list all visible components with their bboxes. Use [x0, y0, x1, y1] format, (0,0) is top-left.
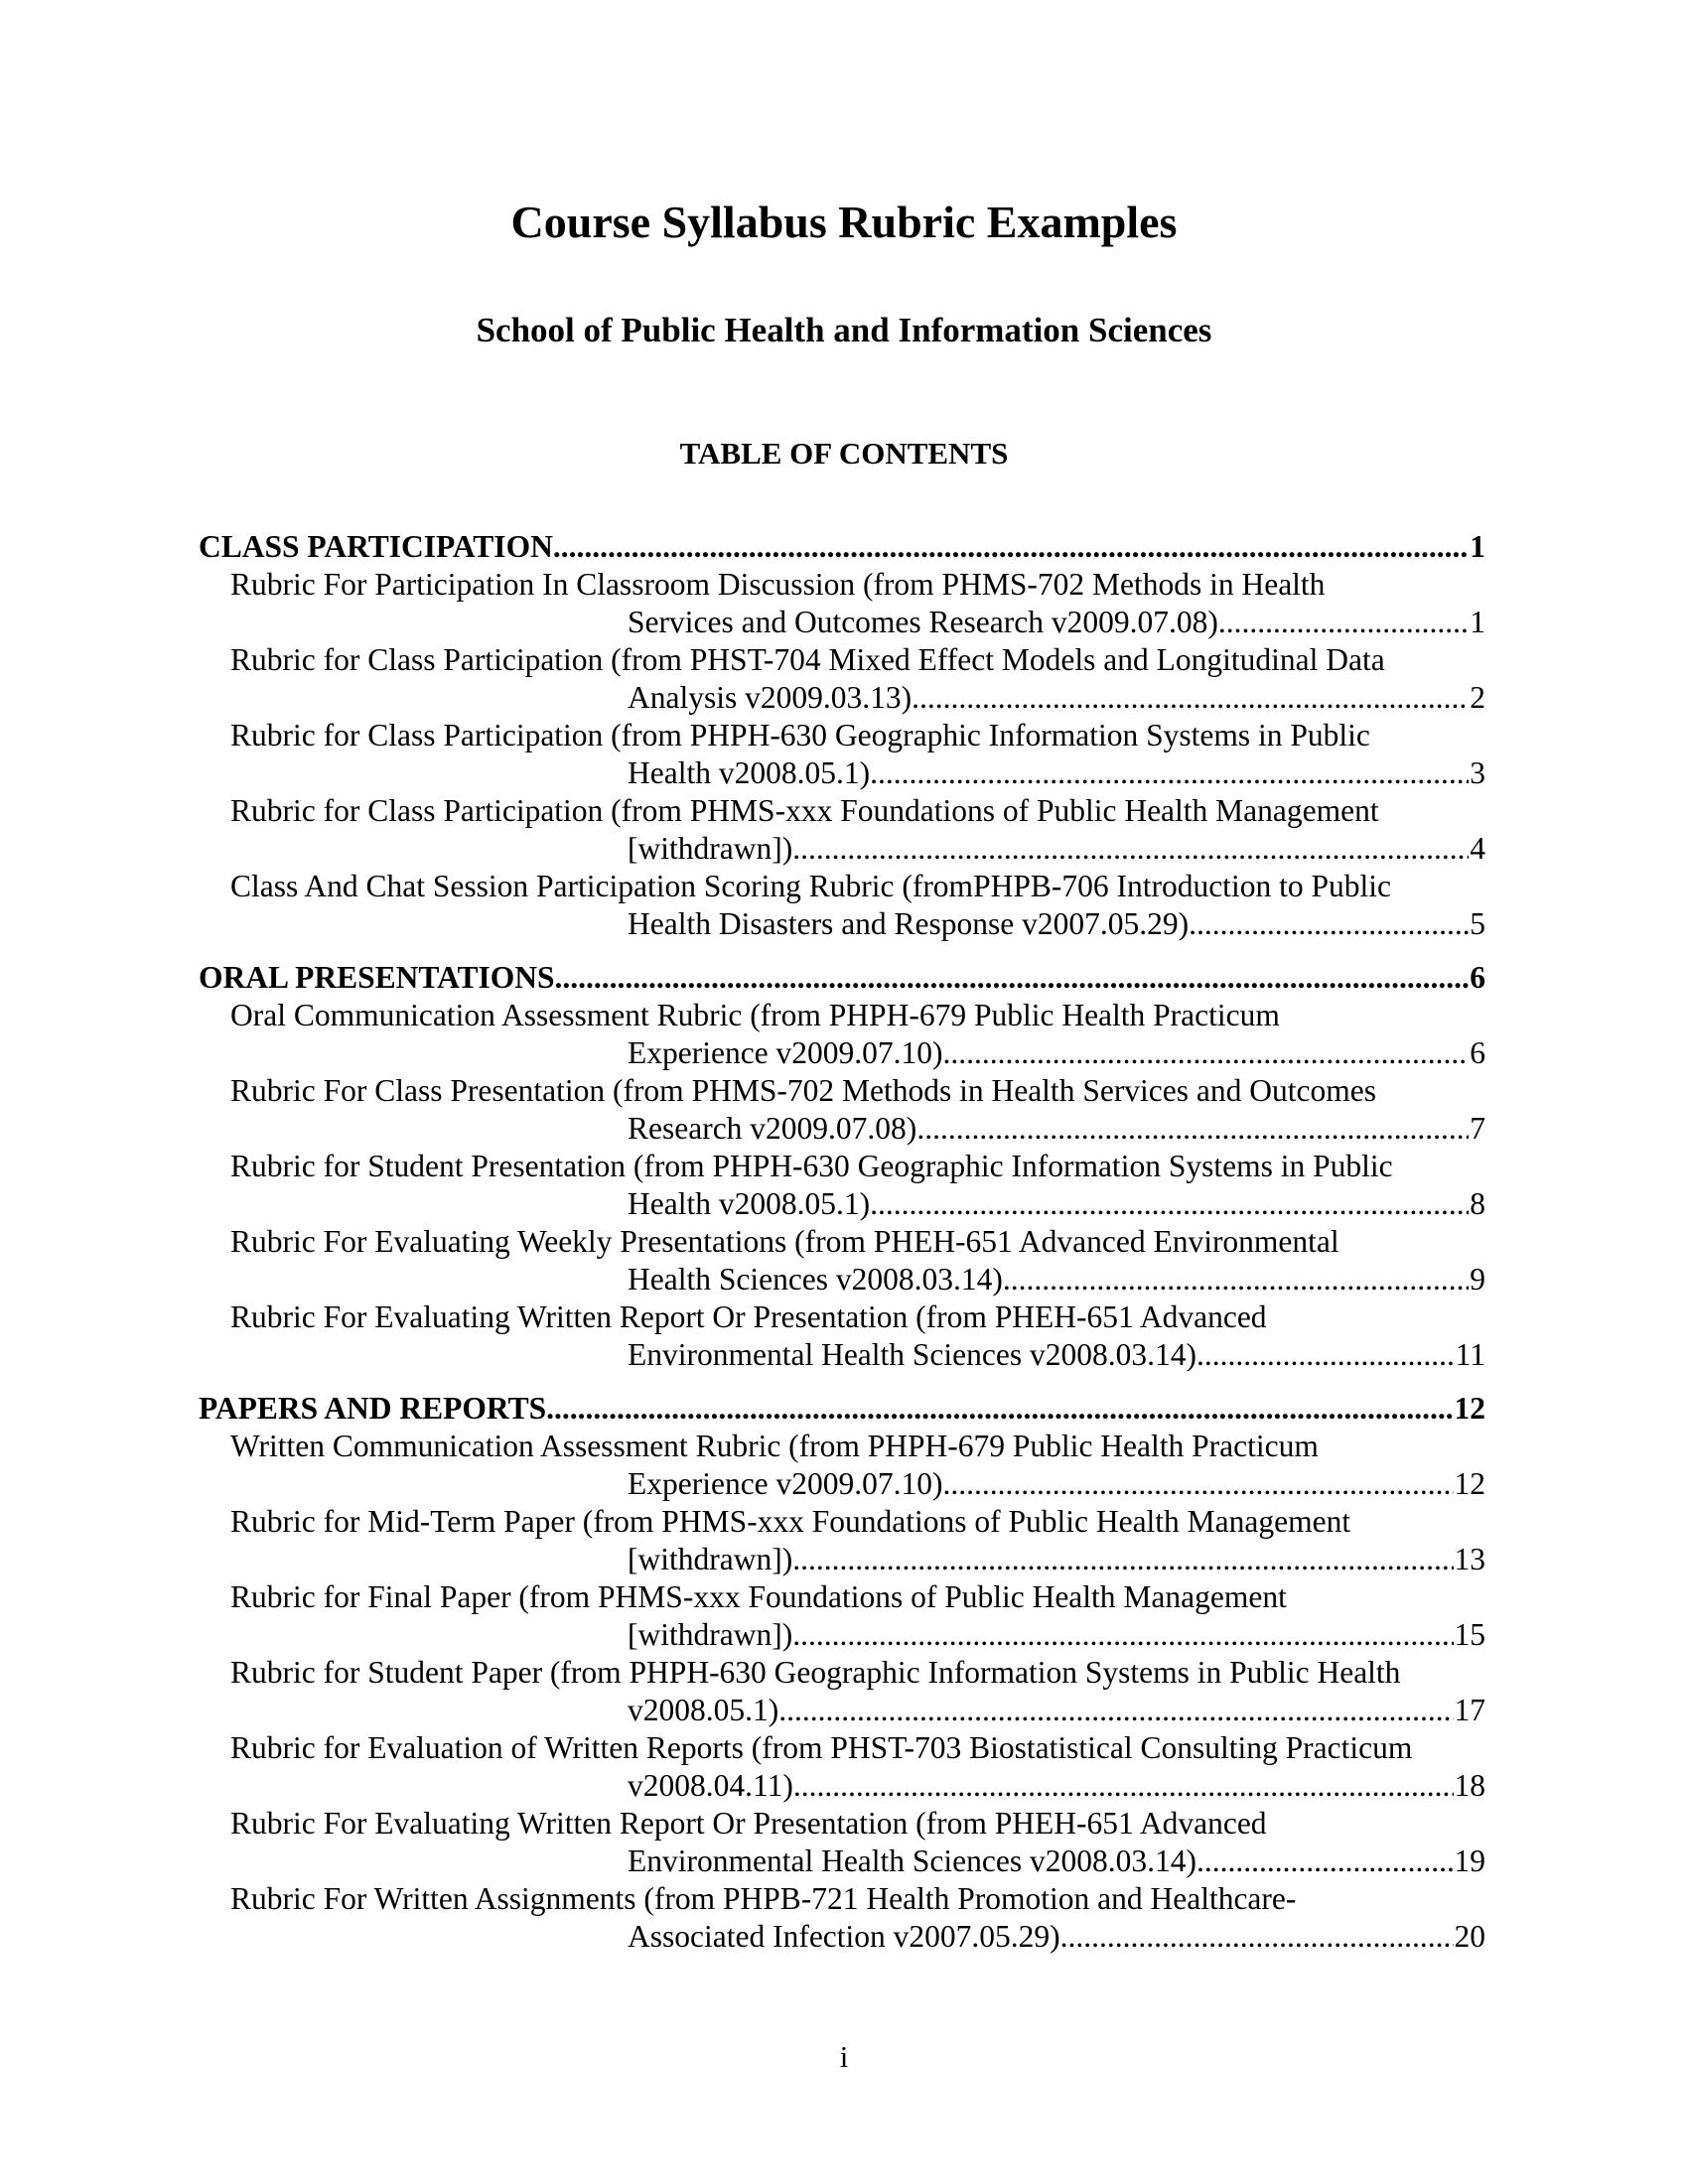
toc-entry-title-continued: Research v2009.07.08) — [628, 1111, 917, 1146]
dot-leader — [943, 1034, 1470, 1072]
toc-page-number: 19 — [1454, 1843, 1485, 1878]
toc-entry-title: Rubric for Final Paper (from PHMS-xxx Foundations of Public Health Management — [230, 1579, 1287, 1614]
toc-entry-title: Rubric For Evaluating Written Report Or Presentation (from PHEH-651 Advanced — [230, 1806, 1267, 1841]
toc-entry-title-continued: Experience v2009.07.10) — [628, 1466, 943, 1501]
toc-entry-title-continued: [withdrawn]) — [628, 1617, 793, 1652]
toc-page-number: 12 — [1454, 1391, 1485, 1426]
dot-leader — [1196, 1336, 1455, 1374]
toc-page-number: 15 — [1454, 1617, 1485, 1652]
toc-page-number: 17 — [1454, 1693, 1485, 1727]
toc-entry-title-continued: [withdrawn]) — [628, 831, 793, 866]
toc-entry-title: Rubric For Written Assignments (from PHPB-721 Health Promotion and Healthcare- — [230, 1881, 1297, 1916]
dot-leader — [793, 1767, 1454, 1805]
toc-page-number: 1 — [1470, 529, 1485, 564]
toc-entry-title-continued: Health v2008.05.1) — [628, 1186, 871, 1221]
toc-entry-title-continued: Analysis v2009.03.13) — [628, 680, 913, 715]
dot-leader — [870, 1185, 1469, 1223]
toc-section-class-participation — [199, 528, 1485, 943]
toc-page-number: 3 — [1470, 755, 1485, 790]
dot-leader — [1196, 1843, 1454, 1880]
toc-entry[interactable] — [199, 792, 1485, 868]
table-of-contents — [199, 528, 1485, 1972]
toc-entry-title-continued: Associated Infection v2007.05.29) — [628, 1919, 1060, 1954]
dot-leader — [1189, 905, 1469, 943]
toc-entry-title: Rubric For Participation In Classroom Discussion (from PHMS-702 Methods in Health — [230, 567, 1326, 602]
document-subtitle: School of Public Health and Information Sciences — [476, 311, 1212, 349]
toc-entry-title-continued: v2008.04.11) — [628, 1768, 793, 1803]
page-number: i — [839, 2039, 849, 2074]
toc-entry[interactable] — [199, 1805, 1485, 1880]
toc-entry[interactable] — [199, 1223, 1485, 1298]
toc-entry[interactable] — [199, 1578, 1485, 1654]
toc-page-number: 9 — [1470, 1262, 1485, 1297]
toc-entry-title: Rubric For Evaluating Written Report Or Presentation (from PHEH-651 Advanced — [230, 1299, 1267, 1334]
toc-entry[interactable] — [199, 868, 1485, 943]
toc-page-number: 6 — [1470, 960, 1485, 995]
toc-entry[interactable] — [199, 1148, 1485, 1223]
dot-leader — [1060, 1918, 1454, 1956]
toc-entry[interactable] — [199, 1503, 1485, 1578]
toc-heading: TABLE OF CONTENTS — [679, 436, 1009, 471]
toc-page-number: 6 — [1470, 1035, 1485, 1070]
toc-entry-title: Rubric for Student Presentation (from PHPH-630 Geographic Information Systems in Public — [230, 1149, 1393, 1183]
toc-page-number: 20 — [1454, 1919, 1485, 1954]
toc-entry[interactable] — [199, 1880, 1485, 1956]
toc-section-heading[interactable] — [199, 959, 1485, 997]
toc-page-number: 2 — [1470, 680, 1485, 715]
toc-entry-title-continued: Health v2008.05.1) — [628, 755, 871, 790]
toc-entry[interactable] — [199, 1072, 1485, 1148]
toc-entry[interactable] — [199, 1298, 1485, 1374]
toc-entry-title: Rubric For Class Presentation (from PHMS-702 Methods in Health Services and Outcomes — [230, 1073, 1376, 1108]
toc-entry-title-continued: Services and Outcomes Research v2009.07.08) — [628, 605, 1218, 639]
dot-leader — [870, 754, 1469, 792]
toc-page-number: 4 — [1470, 831, 1485, 866]
dot-leader — [912, 679, 1469, 717]
toc-section-oral-presentations — [199, 959, 1485, 1374]
toc-entry-title: Rubric for Class Participation (from PHMS-xxx Foundations of Public Health Management — [230, 793, 1379, 828]
toc-entry[interactable] — [199, 1428, 1485, 1503]
dot-leader — [916, 1110, 1469, 1148]
toc-section-heading[interactable] — [199, 1390, 1485, 1428]
toc-entry-title-continued: Environmental Health Sciences v2008.03.14) — [628, 1337, 1196, 1372]
dot-leader — [553, 528, 1469, 566]
toc-entry-title: Rubric for Student Paper (from PHPH-630 Geographic Information Systems in Public Health — [230, 1655, 1401, 1690]
toc-entry-title: Class And Chat Session Participation Scoring Rubric (fromPHPB-706 Introduction to Public — [230, 869, 1391, 903]
toc-entry[interactable] — [199, 641, 1485, 717]
toc-section-heading[interactable] — [199, 528, 1485, 566]
dot-leader — [792, 1616, 1453, 1654]
document-title: Course Syllabus Rubric Examples — [510, 197, 1178, 247]
toc-entry-title: Written Communication Assessment Rubric (from PHPH-679 Public Health Practicum — [230, 1429, 1319, 1463]
dot-leader — [546, 1390, 1453, 1428]
toc-entry[interactable] — [199, 1654, 1485, 1729]
toc-page-number: 12 — [1454, 1466, 1485, 1501]
toc-page-number: 13 — [1454, 1542, 1485, 1576]
toc-section-title: ORAL PRESENTATIONS — [199, 960, 555, 995]
toc-entry[interactable] — [199, 717, 1485, 792]
toc-page-number: 5 — [1470, 906, 1485, 941]
toc-entry-title: Rubric for Evaluation of Written Reports (from PHST-703 Biostatistical Consulting Practicum — [230, 1730, 1413, 1765]
dot-leader — [943, 1465, 1454, 1503]
dot-leader — [792, 1541, 1453, 1578]
toc-section-title: CLASS PARTICIPATION — [199, 529, 553, 564]
toc-entry[interactable] — [199, 566, 1485, 641]
toc-entry-title: Rubric For Evaluating Weekly Presentations (from PHEH-651 Advanced Environmental — [230, 1224, 1339, 1259]
toc-page-number: 18 — [1454, 1768, 1485, 1803]
toc-entry-title: Rubric for Mid-Term Paper (from PHMS-xxx Foundations of Public Health Management — [230, 1504, 1351, 1539]
toc-section-title: PAPERS AND REPORTS — [199, 1391, 547, 1426]
toc-entry-title-continued: Health Sciences v2008.03.14) — [628, 1262, 1003, 1297]
dot-leader — [778, 1692, 1453, 1729]
toc-entry[interactable] — [199, 997, 1485, 1072]
toc-entry-title: Rubric for Class Participation (from PHST-704 Mixed Effect Models and Longitudinal Data — [230, 642, 1385, 677]
toc-entry-title: Oral Communication Assessment Rubric (from PHPH-679 Public Health Practicum — [230, 998, 1280, 1032]
toc-page-number: 7 — [1470, 1111, 1485, 1146]
toc-entry-title: Rubric for Class Participation (from PHPH-630 Geographic Information Systems in Public — [230, 718, 1370, 752]
toc-page-number: 1 — [1470, 605, 1485, 639]
toc-entry-title-continued: v2008.05.1) — [628, 1693, 779, 1727]
toc-entry-title-continued: [withdrawn]) — [628, 1542, 793, 1576]
dot-leader — [792, 830, 1469, 868]
toc-page-number: 8 — [1470, 1186, 1485, 1221]
toc-entry-title-continued: Experience v2009.07.10) — [628, 1035, 943, 1070]
toc-entry[interactable] — [199, 1729, 1485, 1805]
toc-page-number: 11 — [1455, 1337, 1485, 1372]
dot-leader — [1003, 1261, 1469, 1298]
dot-leader — [1218, 604, 1469, 641]
toc-entry-title-continued: Environmental Health Sciences v2008.03.14) — [628, 1843, 1196, 1878]
toc-section-papers-and-reports — [199, 1390, 1485, 1956]
toc-entry-title-continued: Health Disasters and Response v2007.05.29) — [628, 906, 1190, 941]
dot-leader — [555, 959, 1470, 997]
